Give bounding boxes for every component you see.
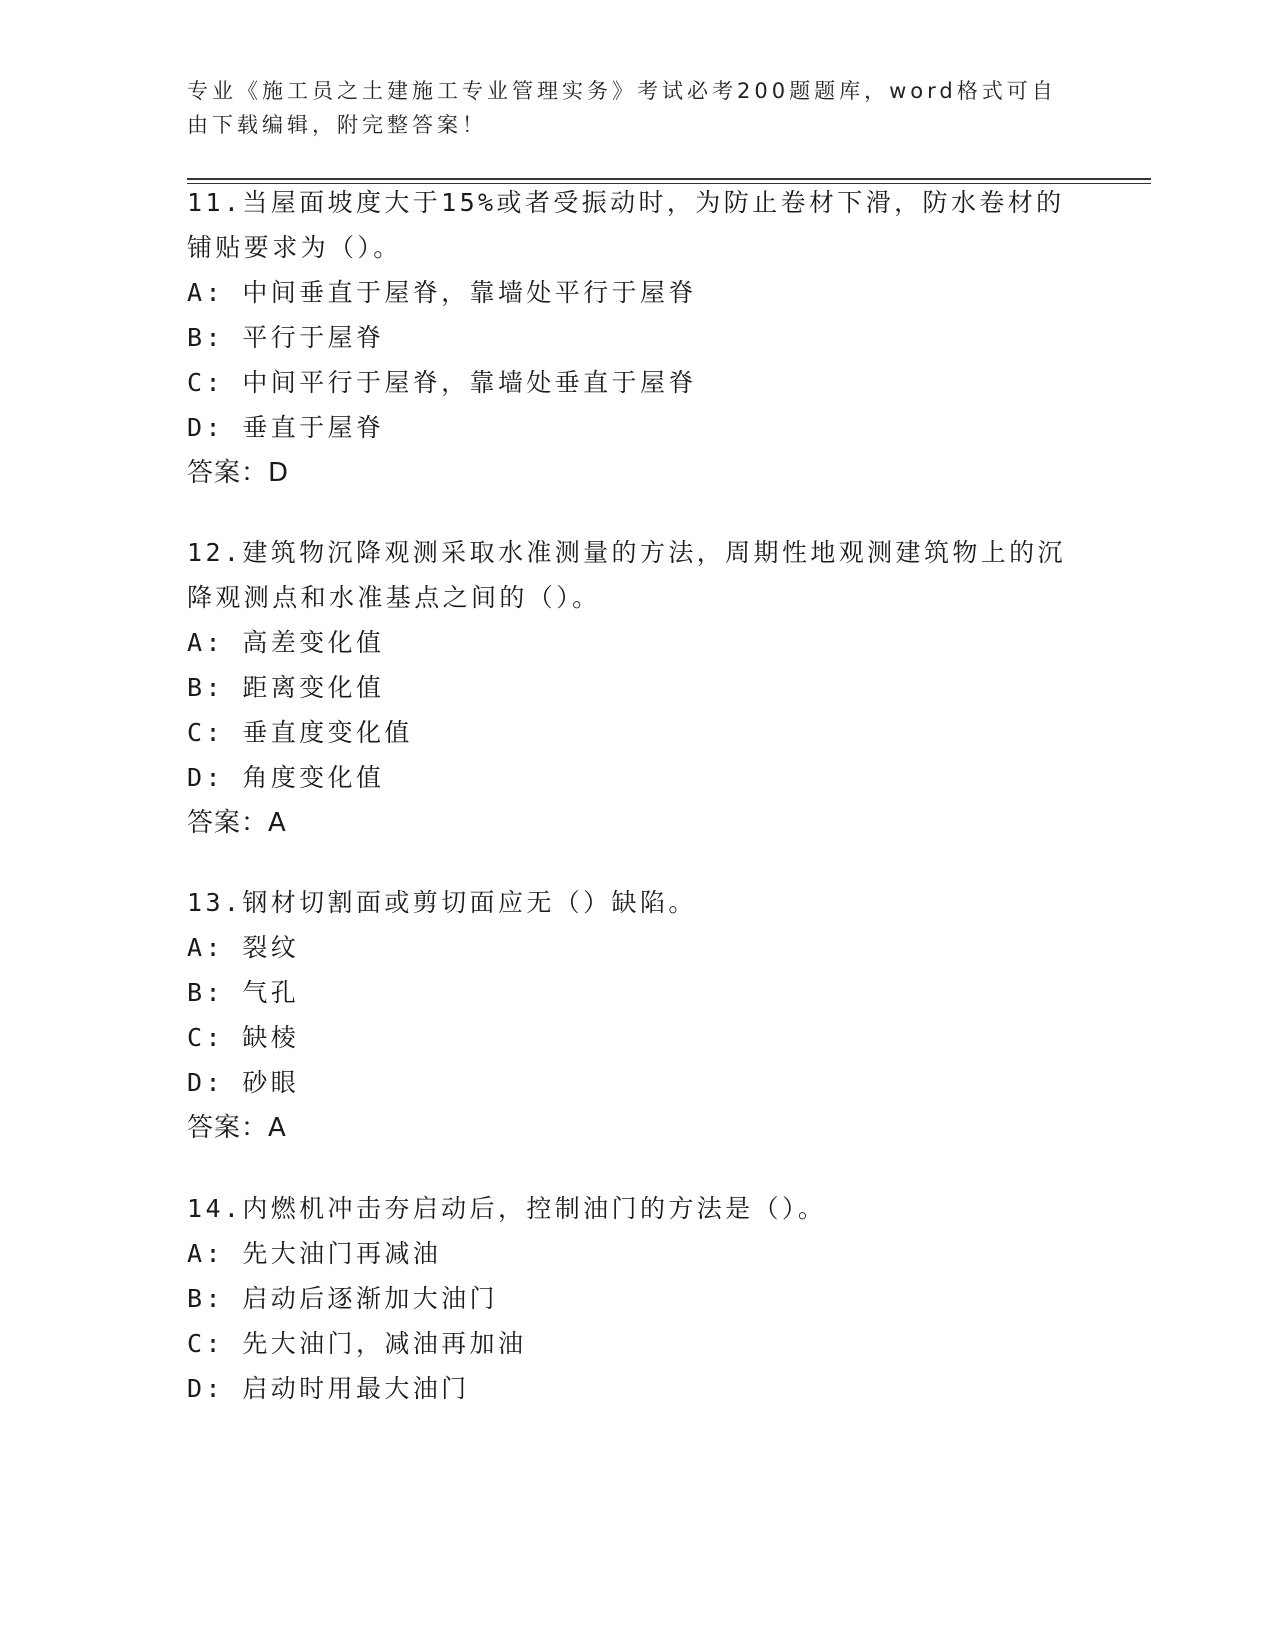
answer: 答案：A — [187, 808, 287, 838]
question-text: 11.当屋面坡度大于15%或者受振动时，为防止卷材下滑，防水卷材的铺贴要求为（）。 — [187, 188, 1065, 262]
option-b: B: 气孔 — [187, 978, 300, 1007]
answer: 答案：A — [187, 1113, 287, 1143]
option-a: A: 中间垂直于屋脊，靠墙处平行于屋脊 — [187, 278, 697, 307]
question-text: 13.钢材切割面或剪切面应无（）缺陷。 — [187, 888, 697, 917]
option-b: B: 距离变化值 — [187, 673, 385, 702]
option-a: A: 先大油门再减油 — [187, 1239, 442, 1268]
option-c: C: 先大油门，减油再加油 — [187, 1329, 527, 1358]
option-a: A: 裂纹 — [187, 933, 300, 962]
question-14 — [187, 1186, 1087, 1411]
option-d: D: 垂直于屋脊 — [187, 413, 385, 442]
option-b: B: 平行于屋脊 — [187, 323, 385, 352]
question-12 — [187, 530, 1087, 846]
document-header: 专业《施工员之土建施工专业管理实务》考试必考200题题库，word格式可自由下载编辑，附完整答案！ — [187, 79, 1057, 137]
answer: 答案：D — [187, 458, 290, 488]
option-c: C: 中间平行于屋脊，靠墙处垂直于屋脊 — [187, 368, 697, 397]
option-c: C: 垂直度变化值 — [187, 718, 413, 747]
option-b: B: 启动后逐渐加大油门 — [187, 1284, 498, 1313]
question-11 — [187, 180, 1087, 496]
option-d: D: 角度变化值 — [187, 763, 385, 792]
question-text: 12.建筑物沉降观测采取水准测量的方法，周期性地观测建筑物上的沉降观测点和水准基点之间的（）。 — [187, 538, 1066, 612]
question-13 — [187, 880, 1087, 1151]
option-c: C: 缺棱 — [187, 1023, 300, 1052]
option-d: D: 砂眼 — [187, 1068, 300, 1097]
option-a: A: 高差变化值 — [187, 628, 385, 657]
question-text: 14.内燃机冲击夯启动后，控制油门的方法是（）。 — [187, 1194, 827, 1223]
option-d: D: 启动时用最大油门 — [187, 1374, 470, 1403]
